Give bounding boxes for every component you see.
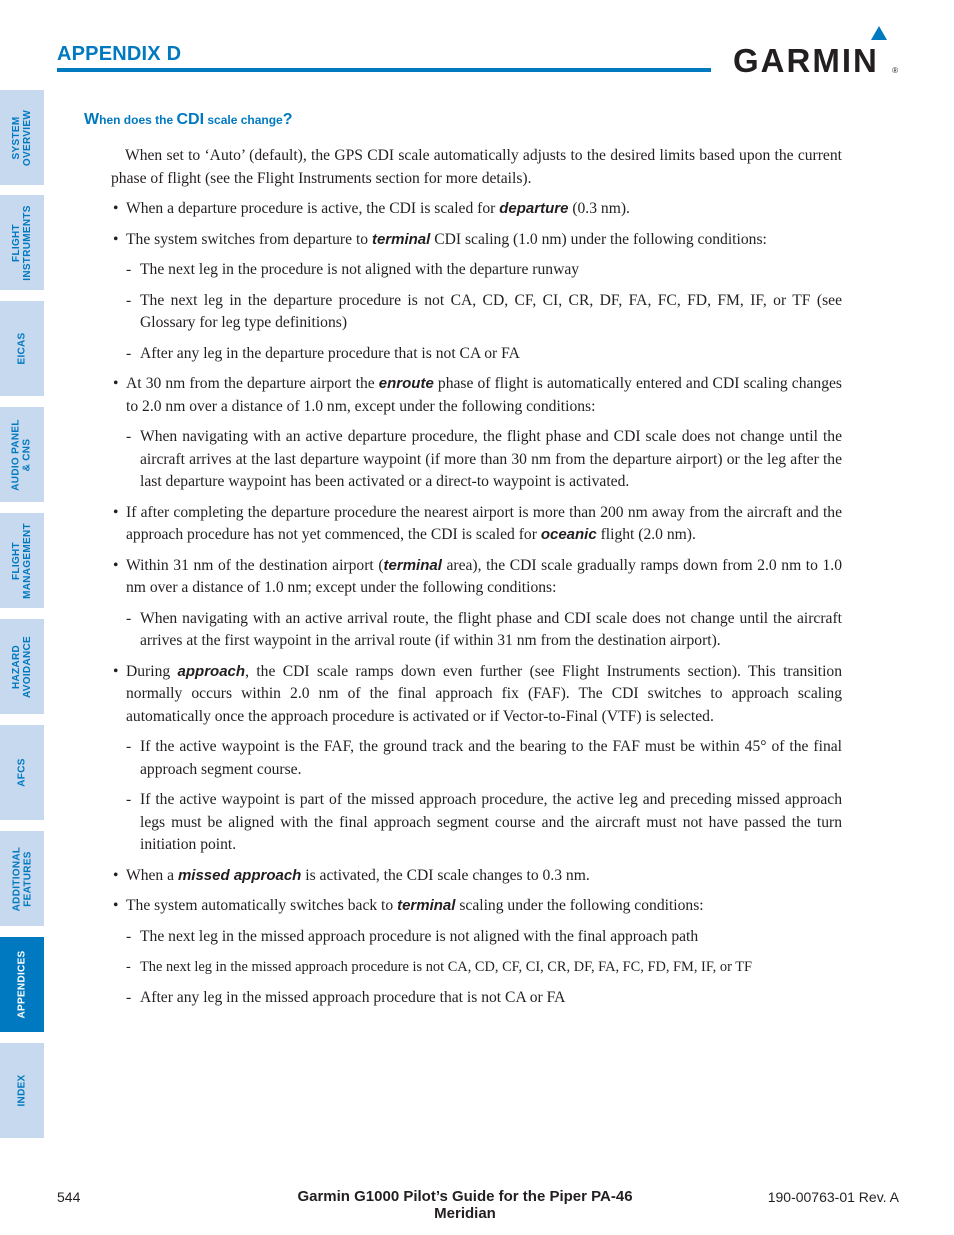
bullet-switch-back: • The system automatically switches back to terminal scaling under the following conditions:	[111, 895, 842, 918]
heading-w: W	[84, 111, 100, 128]
dash-item: - If the active waypoint is part of the missed approach procedure, the active leg and preceding missed approach legs must be aligned with the final approach segment course and the aircraft must not have passed the turn initiation point.	[111, 789, 842, 857]
heading-part: hen does the	[99, 113, 177, 127]
tab-label-line1: AFCS	[16, 758, 28, 787]
dash-item: - The next leg in the missed approach procedure is not CA, CD, CF, CI, CR, DF, FA, FC, FD, FM, IF, or TF	[111, 956, 842, 979]
tab-flight-instruments[interactable]	[0, 195, 44, 290]
page-body	[111, 145, 842, 1017]
heading-part: scale change	[204, 113, 283, 127]
keyword: approach	[177, 662, 246, 680]
document-number: 190-00763-01 Rev. A	[767, 1189, 899, 1205]
tab-audio-panel-cns[interactable]	[0, 407, 44, 502]
tab-label-line1: AUDIO PANEL	[11, 418, 23, 491]
keyword: missed approach	[177, 866, 302, 884]
dash-item: - The next leg in the missed approach procedure is not aligned with the final approach path	[111, 926, 842, 949]
keyword: terminal	[383, 556, 442, 574]
registered-mark: ®	[892, 66, 898, 75]
tab-label-line1: SYSTEM	[11, 116, 22, 159]
bullet-approach: • During approach, the CDI scale ramps down even further (see Flight Instruments section). This transition normally occurs within 2.0 nm of the final approach fix (FAF). The CDI switches to approach scaling automatically once the approach procedure is activated or if Vector-to-Final (VTF) is selected.	[111, 661, 842, 729]
tab-label-line1: INDEX	[16, 1074, 28, 1107]
keyword: enroute	[378, 375, 434, 392]
keyword: departure	[499, 200, 569, 217]
dash-item: - If the active waypoint is the FAF, the ground track and the bearing to the FAF must be within 45° of the final approach segment course.	[111, 736, 842, 781]
tab-label-line2: MANAGEMENT	[22, 522, 33, 599]
keyword: oceanic	[540, 526, 597, 543]
tab-eicas[interactable]	[0, 301, 44, 396]
tab-label-line1: FLIGHT	[11, 223, 22, 262]
bullet-terminal-area: • Within 31 nm of the destination airport (terminal area), the CDI scale gradually ramps down from 2.0 nm to 1.0 nm over a distance of 1.0 nm; except under the following conditions:	[111, 555, 842, 600]
tab-label-line2: OVERVIEW	[22, 109, 33, 166]
dash-item: - When navigating with an active departure procedure, the flight phase and CDI scale does not change until the aircraft arrives at the last departure waypoint (if more than 30 nm from the departure airport) or the leg after the last departure waypoint has been activated or a direct-to waypoint is activated.	[111, 426, 842, 494]
footer-title: Garmin G1000 Pilot’s Guide for the Piper PA-46 Meridian	[297, 1188, 633, 1222]
tab-appendices[interactable]	[0, 937, 44, 1032]
keyword: terminal	[397, 897, 456, 914]
appendix-title: APPENDIX D	[57, 43, 182, 65]
heading-cdi: CDI	[176, 111, 205, 128]
page-number: 544	[57, 1189, 81, 1205]
dash-item: - The next leg in the procedure is not aligned with the departure runway	[111, 259, 842, 282]
bullet-departure: • When a departure procedure is active, the CDI is scaled for departure (0.3 nm).	[111, 198, 842, 221]
tab-label-line1: EICAS	[16, 332, 28, 365]
bullet-oceanic: • If after completing the departure procedure the nearest airport is more than 200 nm away from the aircraft and the approach procedure has not yet commenced, the CDI is scaled for oceanic flight (2.0 nm).	[111, 502, 842, 547]
dash-item: - When navigating with an active arrival route, the flight phase and CDI scale does not change until the aircraft arrives at the first waypoint in the arrival route (if within 31 nm from the destination airport).	[111, 608, 842, 653]
tab-label-line2: AVOIDANCE	[22, 635, 33, 698]
tab-label-line1: ADDITIONAL	[11, 846, 23, 911]
tab-index[interactable]	[0, 1043, 44, 1138]
tab-label-line1: FLIGHT	[11, 541, 22, 580]
section-heading	[84, 111, 293, 129]
tab-label-line2: & CNS	[22, 438, 34, 471]
intro-paragraph: When set to ‘Auto’ (default), the GPS CDI scale automatically adjusts to the desired limits based upon the current phase of flight (see the Flight Instruments section for more details).	[111, 147, 842, 187]
garmin-logo-text: GARMIN	[733, 42, 879, 79]
bullet-enroute: • At 30 nm from the departure airport the enroute phase of flight is automatically entered and CDI scaling changes to 2.0 nm over a distance of 1.0 nm, except under the following conditions:	[111, 373, 842, 418]
bullet-missed-approach: • When a missed approach is activated, the CDI scale changes to 0.3 nm.	[111, 865, 842, 888]
tab-label-line1: APPENDICES	[16, 950, 28, 1019]
tab-additional-features[interactable]	[0, 831, 44, 926]
tab-flight-management[interactable]	[0, 513, 44, 608]
header-rule	[57, 68, 711, 72]
tab-afcs[interactable]	[0, 725, 44, 820]
tab-system-overview[interactable]	[0, 90, 44, 185]
garmin-logo	[733, 26, 898, 78]
dash-item: - The next leg in the departure procedure is not CA, CD, CF, CI, CR, DF, FA, FC, FD, FM, IF, or TF (see Glossary for leg type definitions)	[111, 290, 842, 335]
tab-label-line1: HAZARD	[11, 644, 22, 689]
tab-hazard-avoidance[interactable]	[0, 619, 44, 714]
heading-q: ?	[282, 111, 293, 128]
dash-item: - After any leg in the missed approach procedure that is not CA or FA	[111, 987, 842, 1010]
dash-item: - After any leg in the departure procedure that is not CA or FA	[111, 343, 842, 366]
garmin-triangle-icon	[871, 26, 887, 40]
tab-label-line2: INSTRUMENTS	[22, 204, 33, 281]
keyword: terminal	[371, 230, 431, 248]
bullet-terminal-switch: • The system switches from departure to terminal CDI scaling (1.0 nm) under the following conditions:	[111, 229, 842, 252]
tab-label-line2: FEATURES	[22, 850, 34, 907]
